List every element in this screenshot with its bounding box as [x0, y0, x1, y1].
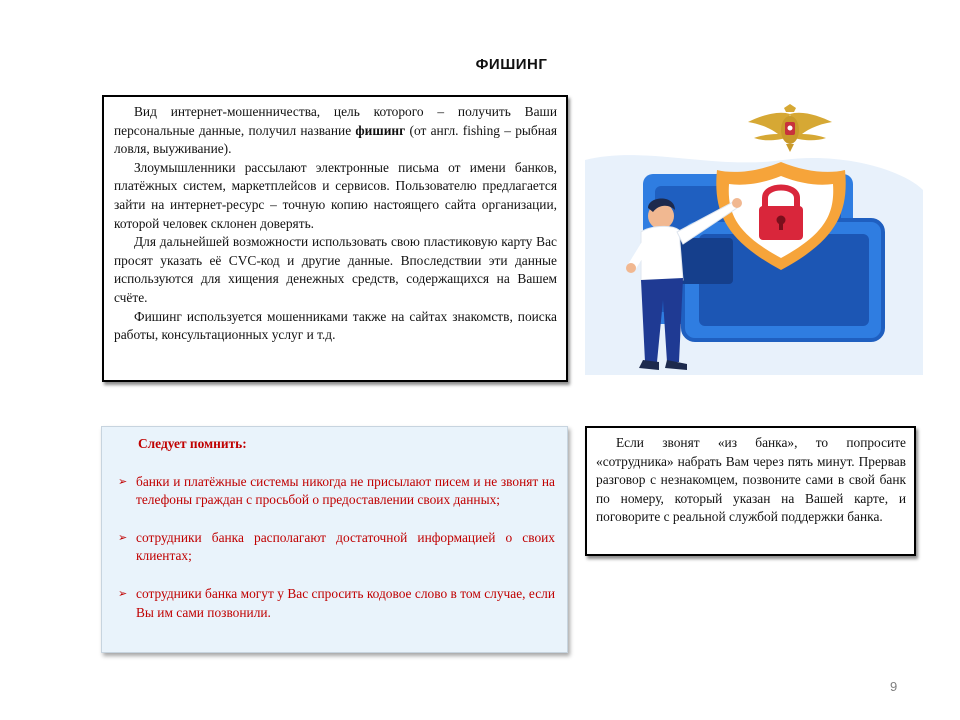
list-item [116, 529, 555, 566]
emails-paragraph: Злоумышленники рассылают электронные письма от имени банков, платёжных систем, маркетплейсов и сервисов. Пользователю предлагается зайти на интернет-ресурс – точную копию настоящего сайта организации, которой человек склонен доверять. [114, 159, 557, 231]
list-item-text: банки и платёжные системы никогда не присылают писем и не звонят на телефоны граждан с просьбой о предоставлении своих данных; [136, 473, 555, 508]
definition-text: Вид интернет-мошенничества, цель которого – получить Ваши персональные данные, получил название [114, 104, 557, 138]
double-headed-eagle-emblem [748, 104, 832, 152]
arrow-bullet-icon: ➢ [118, 586, 128, 600]
list-item-text: сотрудники банка могут у Вас спросить кодовое слово в том случае, если Вы им сами позвонили. [136, 585, 555, 620]
definition-etymology: (от англ. fishing – рыбная ловля, выуживание). [114, 122, 557, 157]
list-item [116, 585, 555, 622]
card-data-paragraph: Для дальнейшей возможности использовать свою пластиковую карту Вас просят указать её CVC-код и другие данные. Впоследствии эти данные используются для хищения денежных средств, содержащихся на Вашем счёте. [114, 234, 557, 305]
remember-box [101, 426, 568, 653]
bank-call-advice-text: Если звонят «из банка», то попросите «сотрудника» набрать Вам через пять минут. Прервав разговор с незнакомцем, позвоните сами в свой банк по номеру, который указан на Вашей карте, и поговорите с реальной службой поддержки банка. [596, 435, 906, 525]
other-sites-paragraph: Фишинг используется мошенниками также на сайтах знакомств, поиска работы, консультационных услуг и т.д. [114, 308, 557, 343]
page-title: ФИШИНГ [475, 56, 548, 73]
page-number: 9 [890, 679, 898, 694]
remember-list [116, 473, 555, 623]
list-item [116, 473, 555, 510]
definition-paragraph [114, 103, 557, 159]
bank-call-advice-box [585, 426, 916, 556]
term-phishing: фишинг [355, 122, 406, 138]
arrow-bullet-icon: ➢ [118, 474, 128, 488]
arrow-bullet-icon: ➢ [118, 530, 128, 544]
list-item-text: сотрудники банка располагают достаточной информацией о своих клиентах; [136, 529, 555, 564]
phishing-definition-box [102, 95, 568, 382]
remember-heading: Следует помнить: [138, 436, 247, 451]
